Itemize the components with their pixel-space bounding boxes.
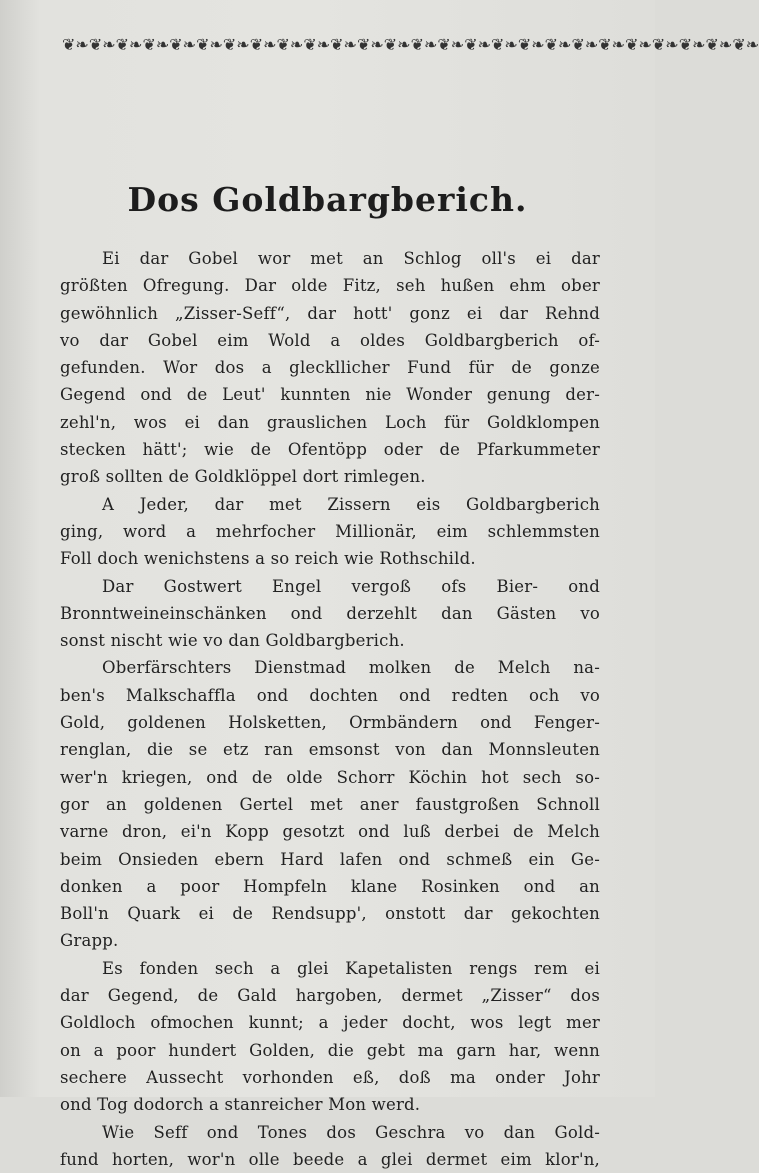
text-line: Bronntweineinschänken ond derzehlt dan Gästen vo [60, 603, 600, 623]
text-line: Oberfärschters Dienstmad molken de Melch na- [102, 658, 600, 678]
text-line: vo dar Gobel eim Wold a oldes Goldbargberich of- [60, 330, 600, 350]
text-line: Wie Seff ond Tones dos Geschra vo dan Gold- [102, 1122, 600, 1142]
text-line: donken a poor Hompfeln klane Rosinken ond an [60, 876, 600, 896]
text-line: beim Onsieden ebern Hard lafen ond schmeß ein Ge- [60, 849, 600, 869]
text-line: renglan, die se etz ran emsonst von dan Monnsleuten [60, 740, 600, 760]
text-line: ging, word a mehrfocher Millionär, eim schlemmsten [60, 521, 600, 541]
text-line: gewöhnlich „Zisser-Seff“, dar hott' gonz ei dar Rehnd [60, 303, 600, 323]
text-line: Es fonden sech a glei Kapetalisten rengs rem ei [102, 958, 600, 978]
text-line: sonst nischt wie vo dan Goldbargberich. [60, 631, 405, 651]
text-line: Dar Gostwert Engel vergoß ofs Bier- ond [102, 576, 600, 596]
text-line: Boll'n Quark ei de Rendsupp', onstott dar gekochten [60, 904, 600, 924]
text-line: zehl'n, wos ei dan grauslichen Loch für Goldklompen [60, 412, 600, 432]
text-line: stecken hätt'; wie de Ofentöpp oder de Pfarkummeter [60, 440, 600, 460]
text-line: gefunden. Wor dos a gleckllicher Fund für de gonze [60, 358, 600, 378]
text-line: gor an goldenen Gertel met aner faustgroßen Schnoll [60, 794, 600, 814]
text-line: dar Gegend, de Gald hargoben, dermet „Zisser“ dos [60, 986, 600, 1006]
chapter-title: Dos Goldbargberich. [127, 180, 528, 219]
decorative-border-ornament: ❦❧❦❧❦❧❦❧❦❧❦❧❦❧❦❧❦❧❦❧❦❧❦❧❦❧❦❧❦❧❦❧❦❧❦❧❦❧❦❧❦❧❦❧❦❧❦❧❦❧❦❧ [62, 35, 759, 54]
text-line: ond Tog dodorch a stanreicher Mon werd. [60, 1095, 421, 1115]
text-line: Goldloch ofmochen kunnt; a jeder docht, wos legt mer [60, 1013, 600, 1033]
text-line: Foll doch wenichstens a so reich wie Rothschild. [60, 549, 476, 569]
text-line: groß sollten de Goldklöppel dort rimlegen. [60, 467, 426, 487]
text-line: Gegend ond de Leut' kunnten nie Wonder genung der- [60, 385, 600, 405]
text-line: ben's Malkschaffla ond dochten ond redten och vo [60, 685, 600, 705]
text-line: A Jeder, dar met Zissern eis Goldbargberich [102, 494, 600, 514]
text-line: fund horten, wor'n olle beede a glei dermet eim klor'n, [60, 1149, 600, 1169]
text-line: Ei dar Gobel wor met an Schlog oll's ei dar [102, 249, 600, 268]
text-line: Gold, goldenen Holsketten, Ormbändern ond Fenger- [60, 713, 600, 733]
text-line: on a poor hundert Golden, die gebt ma garn har, wenn [60, 1040, 600, 1060]
text-line: wer'n kriegen, ond de olde Schorr Köchin hot sech so- [60, 767, 600, 787]
text-line: Grapp. [60, 931, 119, 951]
text-line: varne dron, ei'n Kopp gesotzt ond luß derbei de Melch [60, 822, 600, 842]
text-line: sechere Ausseсht vorhonden eß, doß ma onder Johr [60, 1067, 600, 1087]
text-line: größten Ofregung. Dar olde Fitz, seh hußen ehm ober [60, 276, 600, 296]
body-text [60, 245, 600, 1173]
